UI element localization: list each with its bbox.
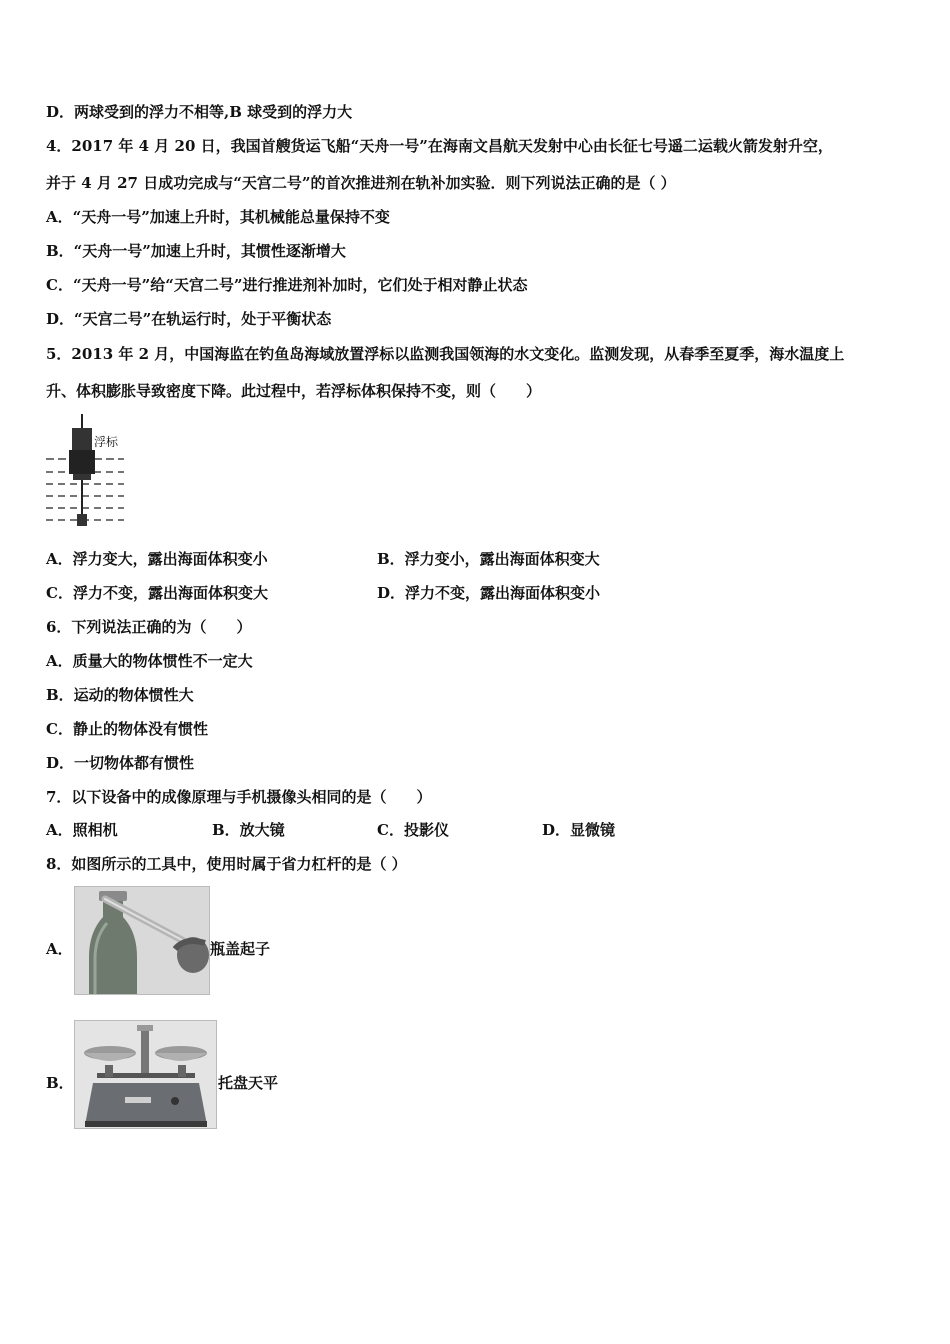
buoy-figure xyxy=(44,414,130,534)
q7-option-c: C．投影仪 xyxy=(377,821,449,839)
buoy-label: 浮标 xyxy=(94,435,119,449)
q6-option-c: C．静止的物体没有惯性 xyxy=(46,720,208,738)
q8-stem: 8．如图所示的工具中，使用时属于省力杠杆的是（ ） xyxy=(46,855,407,873)
q8-option-a-letter: A． xyxy=(46,940,73,958)
q5-stem-line2: 升、体积膨胀导致密度下降。此过程中，若浮标体积保持不变，则（ ） xyxy=(46,382,542,400)
q6-option-d: D．一切物体都有惯性 xyxy=(46,754,195,772)
q8-option-b-letter: B． xyxy=(46,1074,74,1092)
q3-option-d: D．两球受到的浮力不相等,B 球受到的浮力大 xyxy=(46,103,353,121)
q4-stem-line1: 4．2017 年 4 月 20 日，我国首艘货运飞船“天舟一号”在海南文昌航天发射中心由长征七号遥二运载火箭发射升空， xyxy=(46,137,833,155)
q5-option-a: A．浮力变大，露出海面体积变小 xyxy=(46,550,268,568)
q5-option-d: D．浮力不变，露出海面体积变小 xyxy=(377,584,601,602)
q4-option-d: D．“天宫二号”在轨运行时，处于平衡状态 xyxy=(46,310,332,328)
q8-option-a-label: 瓶盖起子 xyxy=(210,940,271,958)
q4-option-a: A．“天舟一号”加速上升时，其机械能总量保持不变 xyxy=(46,208,390,226)
q8-option-b-label: 托盘天平 xyxy=(218,1074,279,1092)
buoy-top xyxy=(72,428,92,450)
q7-option-d: D．显微镜 xyxy=(542,821,616,839)
q7-stem: 7．以下设备中的成像原理与手机摄像头相同的是（ ） xyxy=(46,788,432,806)
q4-stem-line2: 并于 4 月 27 日成功完成与“天宫二号”的首次推进剂在轨补加实验．则下列说法正确的是（ ） xyxy=(46,174,676,192)
q5-option-c: C．浮力不变，露出海面体积变大 xyxy=(46,584,268,602)
buoy-body xyxy=(69,450,95,474)
tray-balance-photo xyxy=(74,1020,217,1129)
q6-option-b: B．运动的物体惯性大 xyxy=(46,686,194,704)
q5-option-b: B．浮力变小，露出海面体积变大 xyxy=(377,550,600,568)
q6-stem: 6．下列说法正确的为（ ） xyxy=(46,618,252,636)
q6-option-a: A．质量大的物体惯性不一定大 xyxy=(46,652,253,670)
bottle-opener-photo xyxy=(74,886,210,995)
q4-option-c: C．“天舟一号”给“天宫二号”进行推进剂补加时，它们处于相对静止状态 xyxy=(46,276,528,294)
q5-stem-line1: 5．2013 年 2 月，中国海监在钓鱼岛海域放置浮标以监测我国领海的水文变化。监测发现，从春季至夏季，海水温度上 xyxy=(46,345,845,363)
q4-option-b: B．“天舟一号”加速上升时，其惯性逐渐增大 xyxy=(46,242,346,260)
sinker xyxy=(77,514,87,526)
q7-option-b: B．放大镜 xyxy=(212,821,285,839)
q7-option-a: A．照相机 xyxy=(46,821,118,839)
